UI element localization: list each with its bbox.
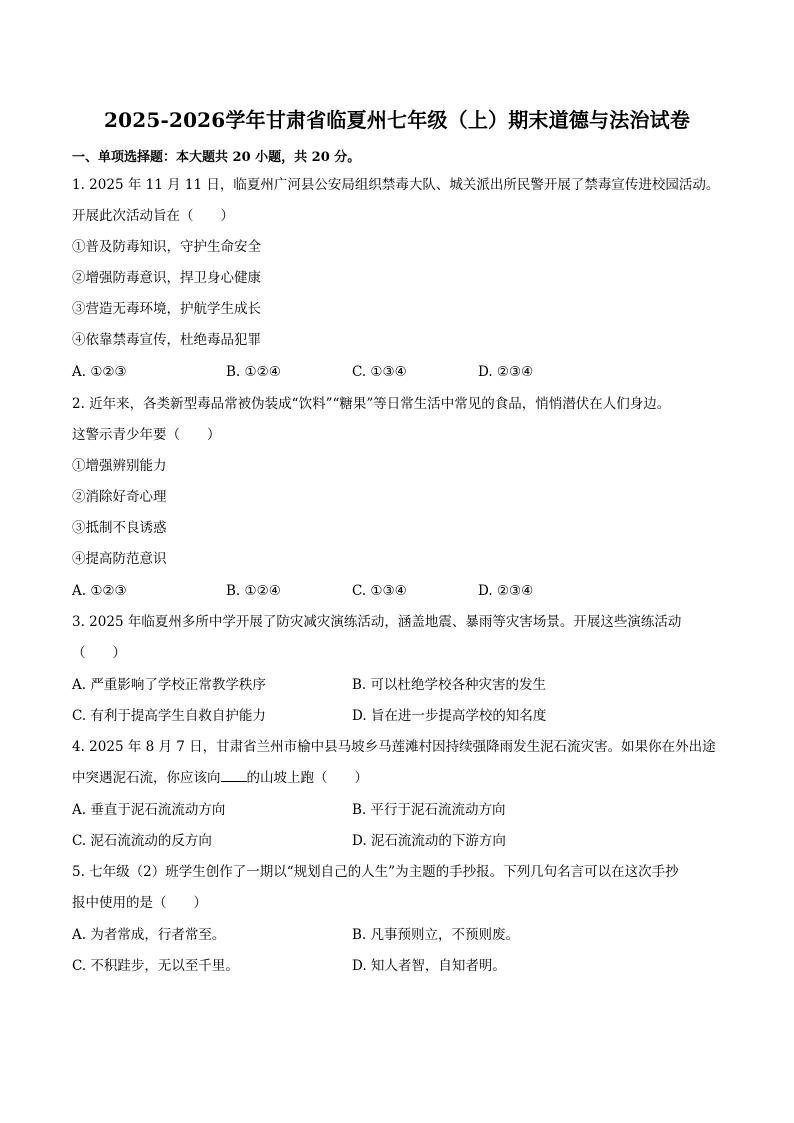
question-1-option-d: D. ②③④ [478,364,534,380]
question-1-statement-4: ④依靠禁毒宣传，杜绝毒品犯罪 [72,332,261,348]
question-5-option-d: D. 知人者智，自知者明。 [352,958,506,974]
question-2-statement-1: ①增强辨别能力 [72,458,167,474]
question-4-stem-line-1: 4. 2025 年 8 月 7 日，甘肃省兰州市榆中县马坡乡马莲滩村因持续强降雨发生泥石流灾害。如果你在外出途 [72,739,716,755]
question-2-stem-line-1: 2. 近年来，各类新型毒品常被伪装成“饮料”“糖果”等日常生活中常见的食品，悄悄潜伏在人们身边。 [72,396,671,412]
question-5-stem-line-2: 报中使用的是（ ） [72,895,207,911]
question-1-option-b: B. ①②④ [226,364,281,380]
question-3-stem-line-1: 3. 2025 年临夏州多所中学开展了防灾减灾演练活动，涵盖地震、暴雨等灾害场景。开展这些演练活动 [72,614,682,630]
question-3-stem-line-2: （ ） [72,645,126,661]
question-5-option-b: B. 凡事预则立，不预则废。 [352,927,520,943]
question-1-stem-line-2: 开展此次活动旨在（ ） [72,208,234,224]
question-2-statement-2: ②消除好奇心理 [72,489,167,505]
question-2-option-a: A. ①②③ [72,583,127,599]
question-3-option-b: B. 可以杜绝学校各种灾害的发生 [352,677,547,693]
question-4-stem-line-2 [72,769,368,787]
question-2-statement-4: ④提高防范意识 [72,551,167,567]
question-4-stem-line-2-before: 中突遇泥石流，你应该向 [72,770,221,786]
question-2-option-d: D. ②③④ [478,583,534,599]
question-1-option-c: C. ①③④ [352,364,407,380]
question-3-option-d: D. 旨在进一步提高学校的知名度 [352,708,547,724]
question-4-option-a: A. 垂直于泥石流流动方向 [72,802,226,818]
question-2-statement-3: ③抵制不良诱惑 [72,520,167,536]
question-4-option-c: C. 泥石流流动的反方向 [72,833,212,849]
question-2-stem-line-2: 这警示青少年要（ ） [72,427,221,443]
question-2-option-c: C. ①③④ [352,583,407,599]
question-5-stem-line-1: 5. 七年级（2）班学生创作了一期以“规划自己的人生”为主题的手抄报。下列几句名言可以在这次手抄 [72,864,679,880]
question-1-stem-line-1: 1. 2025 年 11 月 11 日，临夏州广河县公安局组织禁毒大队、城关派出所民警开展了禁毒宣传进校园活动。 [72,177,720,193]
question-1-statement-2: ②增强防毒意识，捍卫身心健康 [72,270,261,286]
exam-title: 2025-2026学年甘肃省临夏州七年级（上）期末道德与法治试卷 [103,108,691,132]
question-5-option-a: A. 为者常成，行者常至。 [72,927,226,943]
question-1-statement-3: ③营造无毒环境，护航学生成长 [72,301,261,317]
section-heading: 一、单项选择题：本大题共 20 小题，共 20 分。 [72,150,361,165]
question-3-option-c: C. 有利于提高学生自救自护能力 [72,708,266,724]
answer-blank [221,769,247,782]
question-3-option-a: A. 严重影响了学校正常教学秩序 [72,677,266,693]
question-1-option-a: A. ①②③ [72,364,127,380]
question-4-option-d: D. 泥石流流动的下游方向 [352,833,506,849]
question-4-option-b: B. 平行于泥石流流动方向 [352,802,506,818]
question-4-stem-line-2-after: 的山坡上跑（ ） [246,770,368,786]
question-1-statement-1: ①普及防毒知识，守护生命安全 [72,239,261,255]
question-2-option-b: B. ①②④ [226,583,281,599]
question-5-option-c: C. 不积跬步，无以至千里。 [72,958,239,974]
